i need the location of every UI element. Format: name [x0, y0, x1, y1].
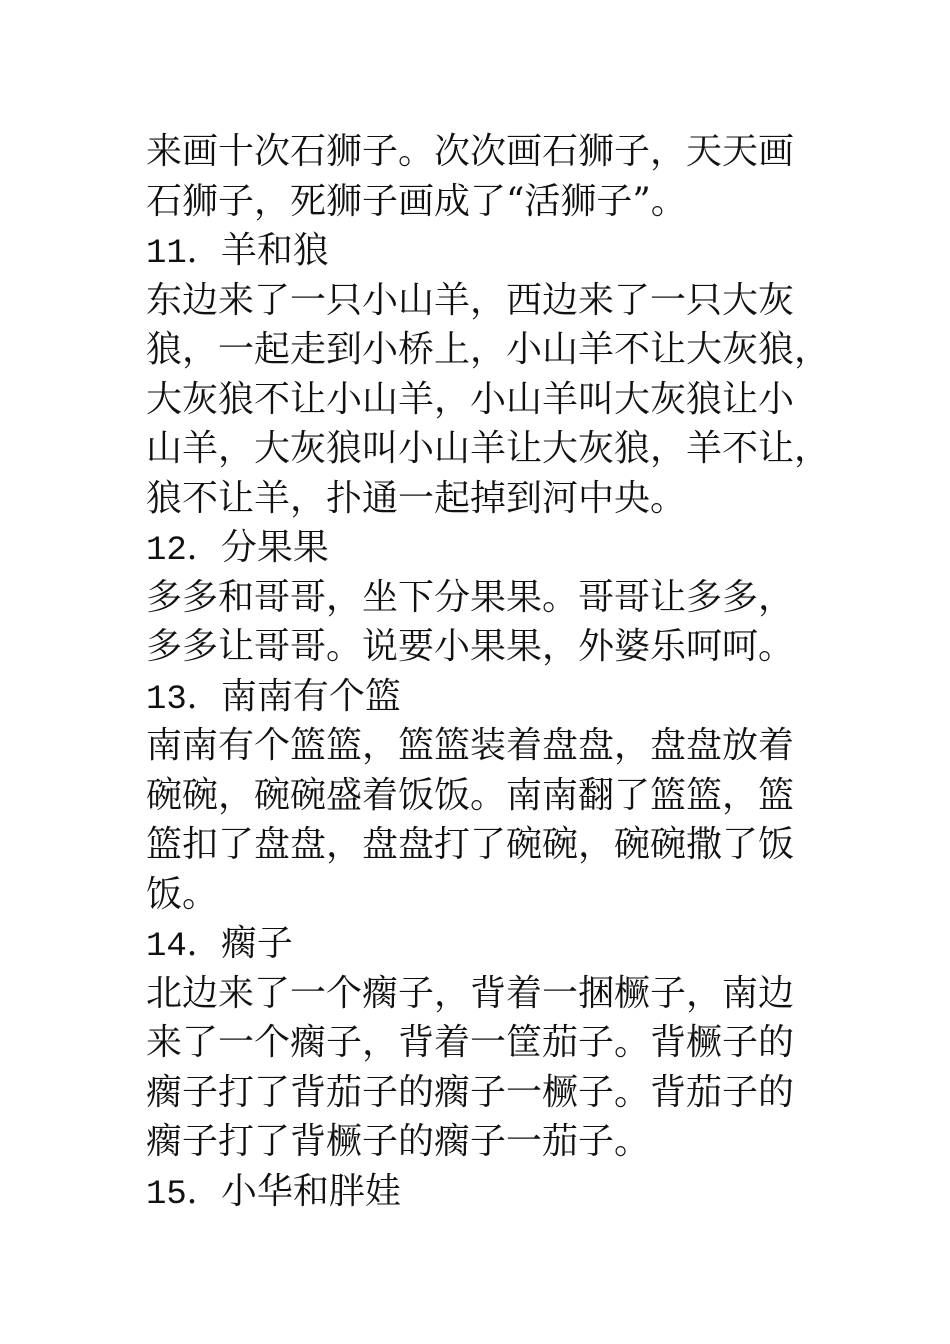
text-line: 石狮子，死狮子画成了“活狮子”。 — [146, 180, 687, 222]
text-line: 北边来了一个瘸子，背着一捆橛子，南边 — [146, 972, 795, 1014]
text-line: 狼不让羊，扑通一起掉到河中央。 — [146, 477, 687, 519]
text-line: 瘸子打了背茄子的瘸子一橛子。背茄子的 — [146, 1071, 795, 1113]
text-line: 篮扣了盘盘，盘盘打了碗碗，碗碗撒了饭 — [146, 824, 795, 865]
text-line: 饭。 — [146, 873, 219, 915]
text-line: 来了一个瘸子，背着一筐茄子。背橛子的 — [146, 1022, 795, 1063]
paragraph-shishizi-end — [146, 127, 816, 226]
text-line: 东边来了一只小山羊，西边来了一只大灰 — [146, 279, 795, 321]
text-line: 山羊，大灰狼叫小山羊让大灰狼，羊不让， — [146, 428, 831, 469]
text-line: 大灰狼不让小山羊，小山羊叫大灰狼让小 — [146, 378, 795, 420]
section-heading-13 — [146, 672, 816, 722]
text-line: 瘸子打了背橛子的瘸子一茄子。 — [146, 1121, 651, 1162]
section-title: 南南有个篮 — [220, 675, 401, 717]
text-line: 南南有个篮篮，篮篮装着盘盘，盘盘放着 — [146, 725, 795, 766]
section-number: 12． — [146, 532, 221, 570]
section-number: 13． — [146, 680, 221, 719]
text-line: 狼，一起走到小桥上，小山羊不让大灰狼， — [146, 329, 831, 370]
section-number: 11． — [146, 235, 221, 273]
paragraph-nannan-lan — [146, 721, 816, 919]
section-heading-14 — [146, 919, 816, 969]
section-number: 15． — [146, 1175, 221, 1214]
section-heading-12 — [146, 523, 816, 573]
section-heading-15 — [146, 1167, 816, 1217]
section-title: 分果果 — [220, 527, 329, 568]
text-line: 碗碗，碗碗盛着饭饭。南南翻了篮篮，篮 — [146, 774, 795, 816]
paragraph-fen-guoguo — [146, 573, 816, 672]
text-line: 多多和哥哥，坐下分果果。哥哥让多多， — [146, 576, 795, 618]
section-title: 小华和胖娃 — [220, 1170, 401, 1212]
text-line: 来画十次石狮子。次次画石狮子，天天画 — [146, 131, 795, 172]
text-line: 多多让哥哥。说要小果果，外婆乐呵呵。 — [146, 626, 795, 667]
paragraph-quezi — [146, 969, 816, 1167]
section-title: 羊和狼 — [220, 230, 329, 271]
section-heading-11 — [146, 226, 816, 276]
section-number: 14． — [146, 928, 221, 966]
paragraph-yang-he-lang — [146, 276, 831, 524]
section-title: 瘸子 — [220, 923, 293, 964]
document-page — [146, 127, 831, 1216]
